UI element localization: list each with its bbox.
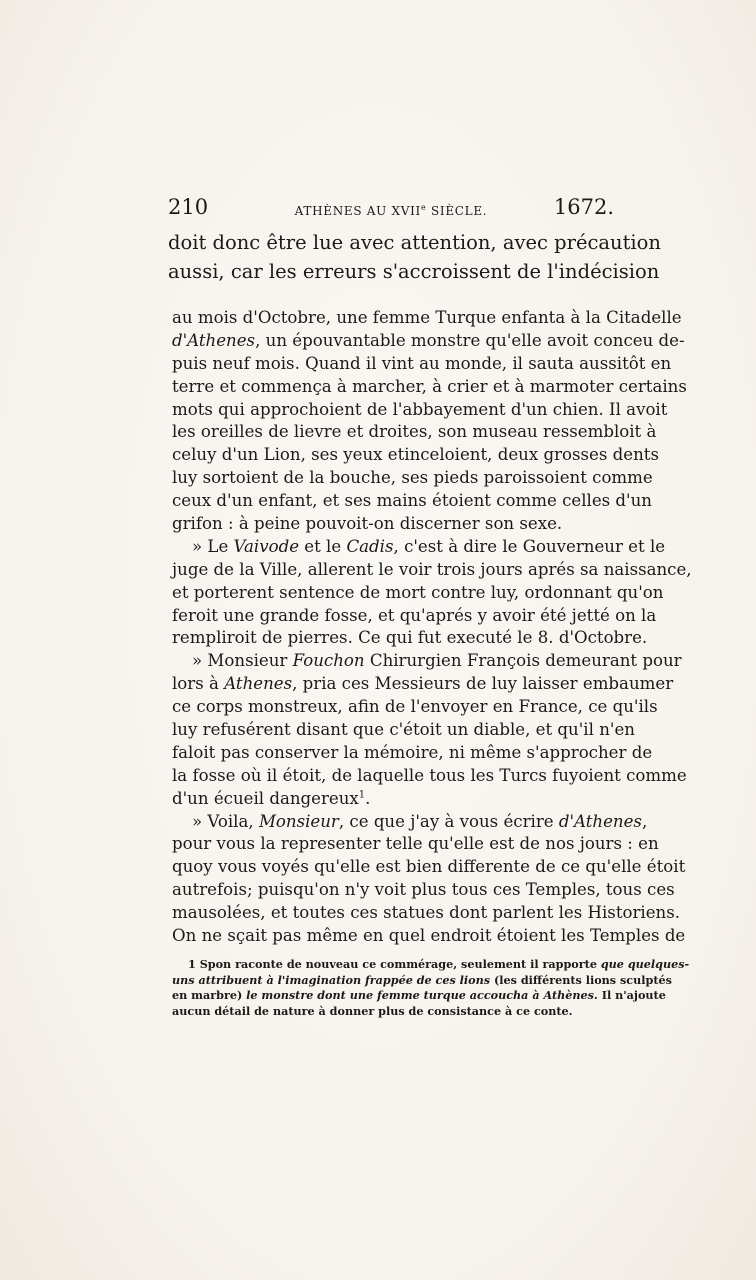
page-number: 210 (168, 195, 209, 219)
running-title-main: ATHÈNES AU XVII (294, 204, 421, 218)
text-line (172, 330, 685, 353)
text-line: faloit pas conserver la mémoire, ni même s'approcher de (172, 742, 653, 762)
italic-fouchon: Fouchon (292, 651, 365, 671)
text-span: Chirurgien François demeurant pour (364, 651, 682, 671)
text-line: la fosse où il étoit, de laquelle tous les Turcs fuyoient comme (172, 765, 687, 785)
text-line: terre et commença à marcher, à crier et à marmoter certains (172, 376, 687, 396)
text-line (172, 788, 622, 811)
footnote-line (172, 957, 690, 973)
text-span: lors à (172, 674, 225, 694)
text-span: » Monsieur (192, 651, 293, 671)
text-line: luy refusérent disant que c'étoit un diable, et qu'il n'en (172, 720, 635, 740)
text-line: ce corps monstreux, afin de l'envoyer en France, ce qu'ils (172, 697, 658, 717)
text-line: quoy vous voyés qu'elle est bien differente de ce qu'elle étoit (172, 857, 686, 877)
text-span: » Le (192, 536, 234, 556)
text-line: pour vous la representer telle qu'elle est de nos jours : en (172, 834, 659, 854)
footnote-line (172, 988, 666, 1004)
footnote-number: 1 (188, 957, 196, 971)
text-span: , (641, 811, 648, 831)
text-line: juge de la Ville, allerent le voir trois jours aprés sa naissance, (172, 559, 692, 579)
text-line: rempliroit de pierres. Ce qui fut executé le 8. d'Octobre. (172, 628, 648, 648)
text-line: grifon : à peine pouvoit-on discerner son sexe. (172, 514, 563, 534)
text-line (172, 811, 648, 834)
text-line: feroit une grande fosse, et qu'aprés y avoir été jetté on la (172, 605, 657, 625)
text-span: en marbre) (172, 988, 247, 1003)
text-line (172, 536, 666, 559)
text-span: d'un écueil dangereux (172, 788, 359, 808)
text-span: Il n'ajoute (597, 988, 666, 1003)
text-span: , un épouvantable monstre qu'elle avoit conceu de- (255, 330, 685, 350)
text-span: , c'est à dire le Gouverneur et le (393, 536, 666, 556)
text-line: puis neuf mois. Quand il vint au monde, il sauta aussitôt en (172, 353, 672, 373)
italic-vaivode: Vaivode (233, 536, 300, 556)
text-line: les oreilles de lievre et droites, son museau ressembloit à (172, 422, 657, 442)
text-line: mots qui approchoient de l'abbayement d'un chien. Il avoit (172, 399, 668, 419)
italic-span: uns attribuent à l'imagination frappée de ces lions (172, 972, 491, 987)
italic-monsieur: Monsieur (258, 811, 339, 831)
running-title (168, 200, 614, 219)
italic-dathenes: d'Athenes (558, 811, 642, 831)
running-title-sup: e (421, 203, 427, 212)
footnote-ref: 1 (358, 789, 366, 801)
text-span: , pria ces Messieurs de luy laisser embaumer (292, 674, 674, 694)
text-line: doit donc être lue avec attention, avec précaution (168, 231, 661, 254)
text-line: ceux d'un enfant, et ses mains étoient comme celles d'un (172, 491, 652, 511)
italic-athenes: Athenes (224, 674, 293, 694)
text-span: » Voila, (192, 811, 259, 831)
text-line (172, 673, 674, 696)
text-line: autrefois; puisqu'on n'y voit plus tous ces Temples, tous ces (172, 880, 675, 900)
text-line: celuy d'un Lion, ses yeux etinceloient, deux grosses dents (172, 445, 659, 465)
text-line (172, 650, 682, 673)
text-span: (les différents lions sculptés (490, 972, 672, 987)
footnote-line: aucun détail de nature à donner plus de consistance à ce conte. (172, 1003, 573, 1018)
footnote-line (172, 972, 672, 989)
text-line: On ne sçait pas même en quel endroit étoient les Temples de (172, 926, 686, 946)
text-line: aussi, car les erreurs s'accroissent de l'indécision (168, 260, 660, 283)
italic-athenes: d'Athenes (172, 330, 256, 350)
text-span: . (365, 788, 371, 808)
running-head (168, 195, 614, 221)
running-title-end: SIÈCLE. (426, 204, 488, 218)
text-line: et porterent sentence de mort contre luy, ordonnant qu'on (172, 582, 664, 602)
footnote (172, 957, 690, 1019)
text-span: , ce que j'ay à vous écrire (338, 811, 559, 831)
continuation-text (168, 228, 661, 286)
text-line: mausolées, et toutes ces statues dont parlent les Historiens. (172, 903, 681, 923)
text-line: au mois d'Octobre, une femme Turque enfanta à la Citadelle (172, 308, 682, 327)
italic-cadis: Cadis (346, 536, 394, 556)
italic-span: que quelques- (600, 957, 690, 971)
text-span: Spon raconte de nouveau ce commérage, seulement il rapporte (195, 957, 601, 971)
text-line: luy sortoient de la bouche, ses pieds paroissoient comme (172, 468, 653, 488)
italic-span: le monstre dont une femme turque accoucha à Athènes. (246, 988, 598, 1003)
running-year: 1672. (553, 195, 614, 219)
body-text (172, 307, 692, 948)
text-span: et le (299, 536, 347, 556)
